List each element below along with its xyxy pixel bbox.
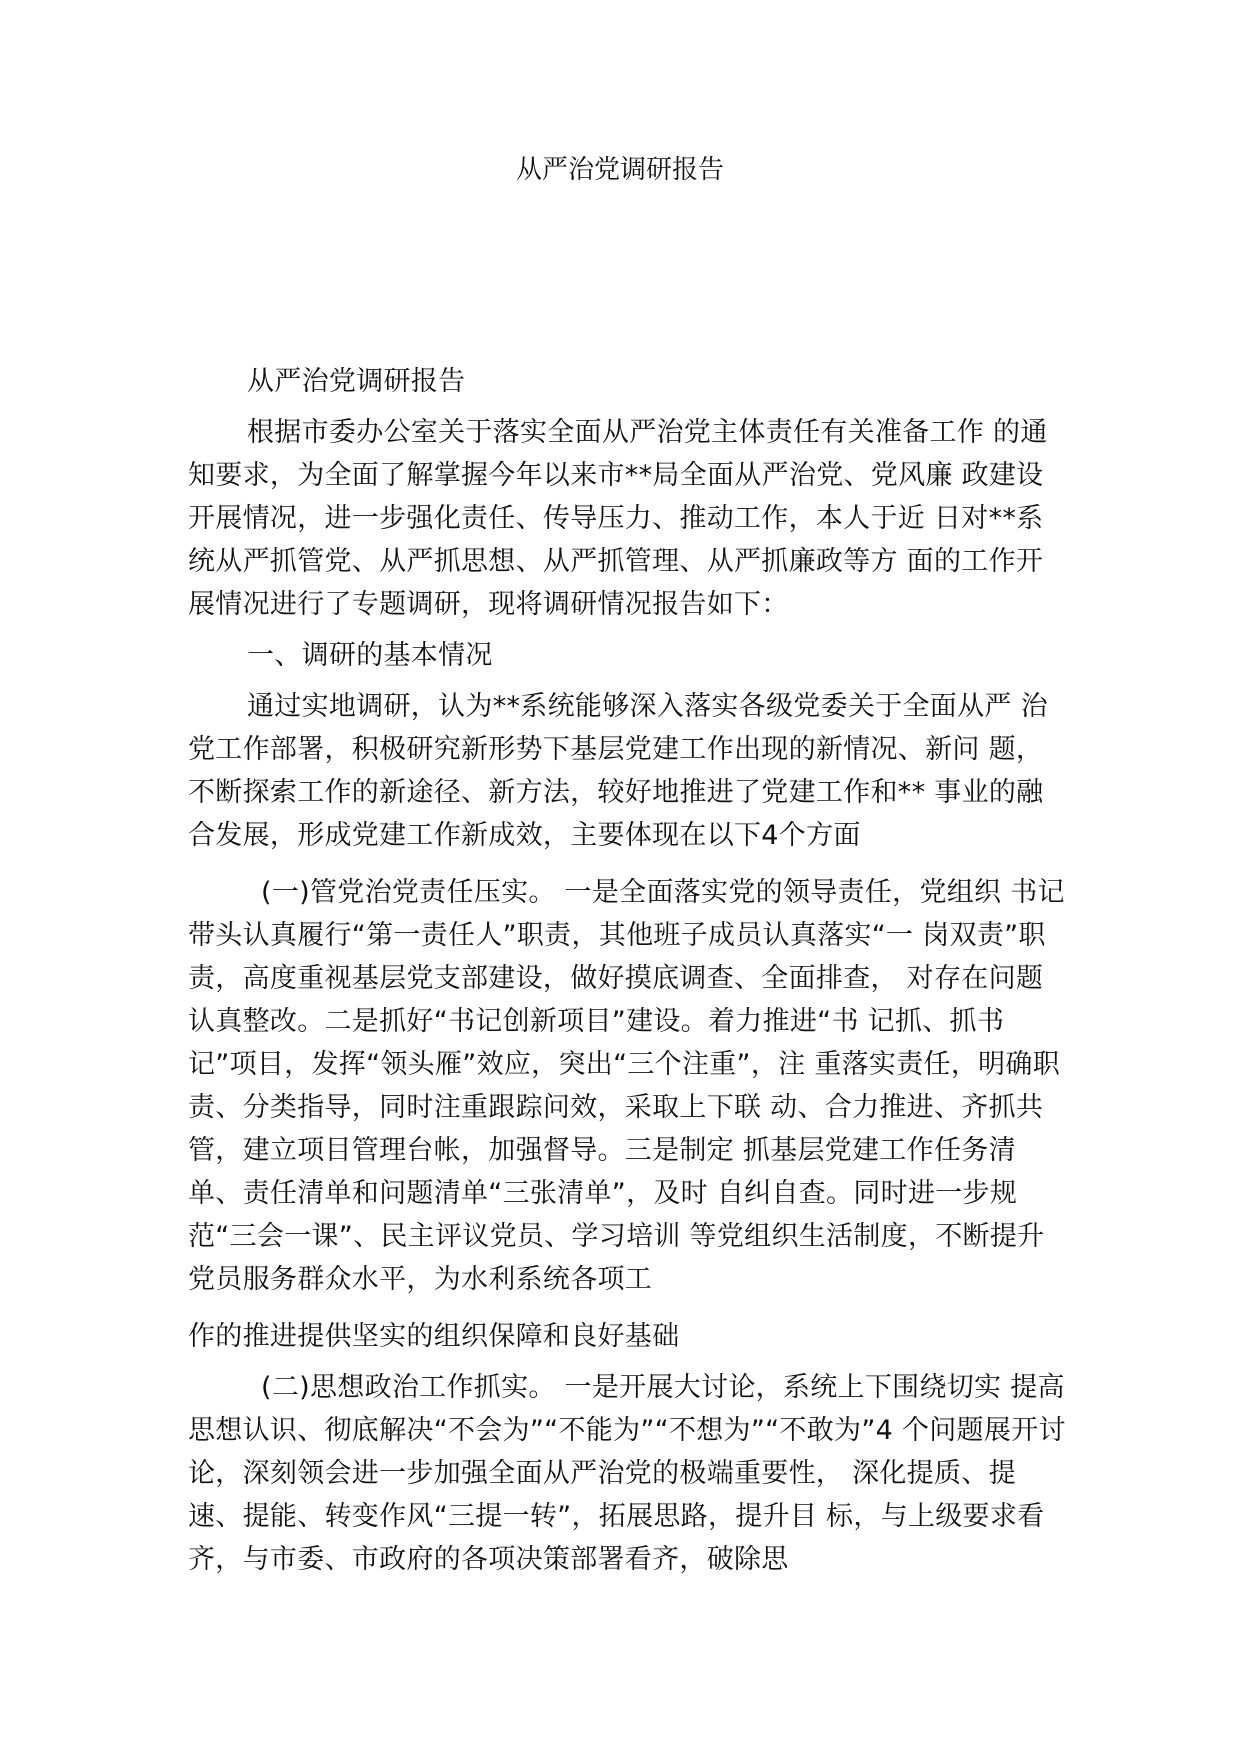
overview-paragraph: 通过实地调研，认为**系统能够深入落实各级党委关于全面从严 治党工作部署，积极研究新形势下基层党建工作出现的新情况、新问 题，不断探索工作的新途径、新方法，较好地推进了党建工作和** 事业的融合发展，形成党建工作新成效，主要体现在以下4个方面 xyxy=(188,691,1048,851)
document-body xyxy=(188,360,1068,1581)
point-one-paragraph: (一)管党治党责任压实。 一是全面落实党的领导责任，党组织 书记带头认真履行“第一责任人”职责，其他班子成员认真落实“一 岗双责”职责，高度重视基层党支部建设，做好摸底调查、全面排查， 对存在问题认真整改。二是抓好“书记创新项目”建设。着力推进“书 记抓、抓书记”项目，发挥“领头雁”效应，突出“三个注重”，注 重落实责任，明确职责、分类指导，同时注重跟踪问效，采取上下联 动、合力推进、齐抓共管，建立项目管理台帐，加强督导。三是制定 抓基层党建工作任务清单、责任清单和问题清单“三张清单”，及时 自纠自查。同时进一步规范“三会一课”、民主评议党员、学习培训 等党组织生活制度，不断提升党员服务群众水平，为水利系统各项工 xyxy=(188,877,1065,1295)
section-heading-basic-situation: 一、调研的基本情况 xyxy=(247,640,493,671)
point-two-paragraph: (二)思想政治工作抓实。 一是开展大讨论，系统上下围绕切实 提高思想认识、彻底解决“不会为”“不能为”“不想为”“不敢为”4 个问题展开讨论，深刻领会进一步加强全面从严治党的极端重要性， 深化提质、提速、提能、转变作风“三提一转”，拓展思路，提升目 标，与上级要求看齐，与市委、市政府的各项决策部署看齐，破除思 xyxy=(188,1372,1066,1575)
point-one-continuation: 作的推进提供坚实的组织保障和良好基础 xyxy=(188,1321,680,1352)
intro-paragraph: 根据市委办公室关于落实全面从严治党主体责任有关准备工作 的通知要求，为全面了解掌握今年以来市**局全面从严治党、党风廉 政建设开展情况，进一步强化责任、传导压力、推动工作，本人于近 日对**系统从严抓管党、从严抓思想、从严抓管理、从严抓廉政等方 面的工作开展情况进行了专题调研，现将调研情况报告如下： xyxy=(188,417,1048,620)
document-title: 从严治党调研报告 xyxy=(515,155,724,185)
body-heading: 从严治党调研报告 xyxy=(247,366,466,397)
